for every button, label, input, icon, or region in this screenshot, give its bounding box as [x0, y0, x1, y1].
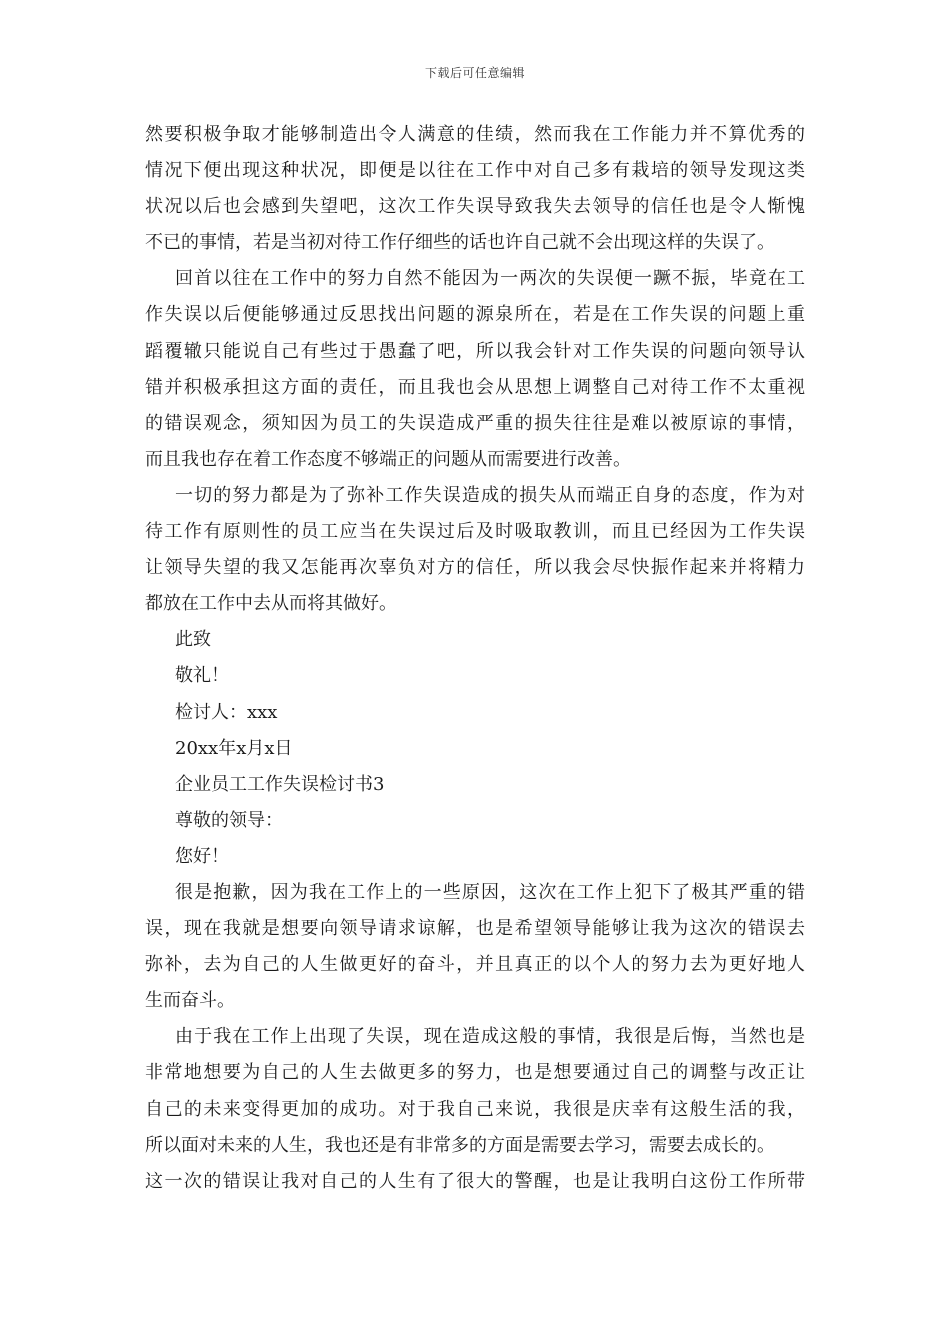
document-line: 您好！ — [175, 845, 229, 867]
document-line: 而且我也存在着工作态度不够端正的问题从而需要进行改善。 — [145, 448, 631, 470]
document-line: 敬礼！ — [175, 665, 229, 687]
document-line: 非常地想要为自己的人生去做更多的努力，也是想要通过自己的调整与改正让 — [145, 1062, 805, 1084]
document-line: 此致 — [175, 629, 211, 651]
document-line: 蹈覆辙只能说自己有些过于愚蠢了吧，所以我会针对工作失误的问题向领导认 — [145, 340, 805, 362]
document-line: 企业员工工作失误检讨书3 — [175, 773, 385, 795]
document-line: 让领导失望的我又怎能再次辜负对方的信任，所以我会尽快振作起来并将精力 — [145, 557, 805, 579]
document-line: 都放在工作中去从而将其做好。 — [145, 593, 397, 615]
document-line: 弥补，去为自己的人生做更好的奋斗，并且真正的以个人的努力去为更好地人 — [145, 954, 805, 976]
document-line: 作失误以后便能够通过反思找出问题的源泉所在，若是在工作失误的问题上重 — [145, 304, 805, 326]
document-line: 不已的事情，若是当初对待工作仔细些的话也许自己就不会出现这样的失误了。 — [145, 232, 775, 254]
document-line: 一切的努力都是为了弥补工作失误造成的损失从而端正自身的态度，作为对 — [175, 484, 805, 506]
document-line: 由于我在工作上出现了失误，现在造成这般的事情，我很是后悔，当然也是 — [175, 1026, 805, 1048]
document-line: 状况以后也会感到失望吧，这次工作失误导致我失去领导的信任也是令人惭愧 — [145, 196, 805, 218]
document-line: 所以面对未来的人生，我也还是有非常多的方面是需要去学习，需要去成长的。 — [145, 1134, 775, 1156]
document-line: 错并积极承担这方面的责任，而且我也会从思想上调整自己对待工作不太重视 — [145, 376, 805, 398]
document-line: 20xx年x月x日 — [175, 737, 293, 759]
document-line: 的错误观念，须知因为员工的失误造成严重的损失往往是难以被原谅的事情， — [145, 412, 805, 434]
document-line: 然要积极争取才能够制造出令人满意的佳绩，然而我在工作能力并不算优秀的 — [145, 124, 805, 145]
document-line: 误，现在我就是想要向领导请求谅解，也是希望领导能够让我为这次的错误去 — [145, 918, 805, 940]
document-line: 检讨人：xxx — [175, 701, 278, 723]
document-line: 情况下便出现这种状况，即便是以往在工作中对自己多有栽培的领导发现这类 — [145, 160, 805, 182]
document-body — [145, 117, 805, 1200]
document-line: 生而奋斗。 — [145, 990, 235, 1012]
page-header: 下载后可任意编辑 — [424, 66, 525, 80]
document-line: 很是抱歉，因为我在工作上的一些原因，这次在工作上犯下了极其严重的错 — [175, 881, 805, 903]
document-line: 尊敬的领导： — [175, 809, 283, 831]
document-line: 待工作有原则性的员工应当在失误过后及时吸取教训，而且已经因为工作失误 — [145, 521, 805, 543]
document-line: 自己的未来变得更加的成功。对于我自己来说，我很是庆幸有这般生活的我， — [145, 1098, 805, 1120]
document-line: 回首以往在工作中的努力自然不能因为一两次的失误便一蹶不振，毕竟在工 — [175, 268, 805, 290]
document-line: 这一次的错误让我对自己的人生有了很大的警醒，也是让我明白这份工作所带 — [145, 1170, 805, 1192]
